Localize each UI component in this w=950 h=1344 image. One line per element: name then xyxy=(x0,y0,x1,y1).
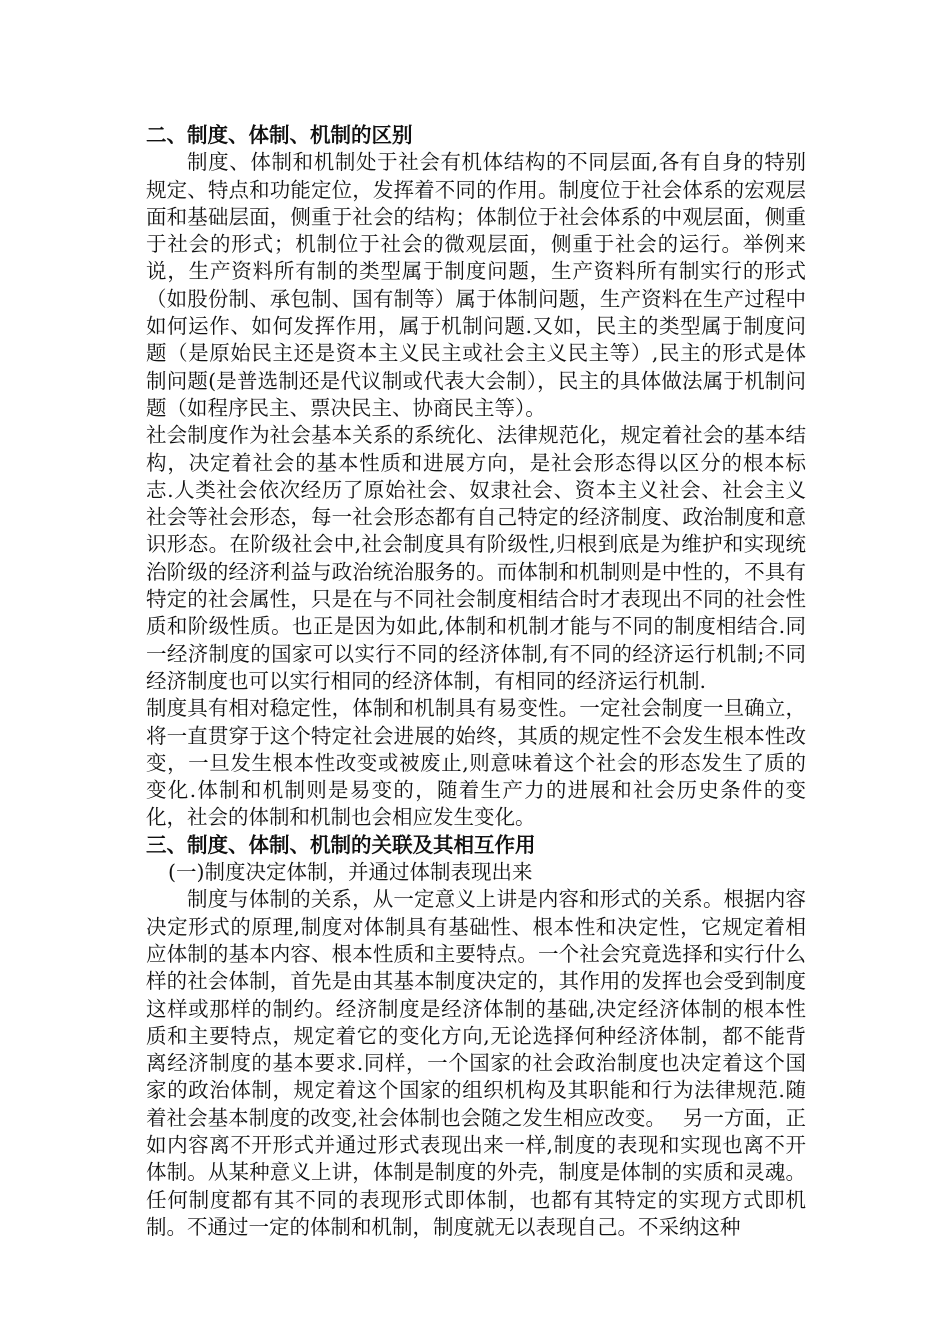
paragraph-content-form: 制度与体制的关系，从一定意义上讲是内容和形式的关系。根据内容决定形式的原理,制度对体制具有基础性、根本性和决定性，它规定着相应体制的基本内容、根本性质和主要特点。一个社会究竟选择和实行什么样的社会体制，首先是由其基本制度决定的，其作用的发挥也会受到制度这样或那样的制约。经济制度是经济体制的基础,决定经济体制的根本性质和主要特点，规定着它的变化方向,无论选择何种经济体制，都不能背离经济制度的基本要求.同样，一个国家的社会政治制度也决定着这个国家的政治体制，规定着这个国家的组织机构及其职能和行为法律规范.随着社会基本制度的改变,社会体制也会随之发生相应改变。 另一方面，正如内容离不开形式并通过形式表现出来一样,制度的表现和实现也离不开体制。从某种意义上讲，体制是制度的外壳，制度是体制的实质和灵魂。任何制度都有其不同的表现形式即体制，也都有其特定的实现方式即机制。不通过一定的体制和机制，制度就无以表现自己。不采纳这种 xyxy=(146,887,806,1239)
document-body xyxy=(146,122,806,1241)
paragraph-social-system: 社会制度作为社会基本关系的系统化、法律规范化，规定着社会的基本结构，决定着社会的基本性质和进展方向，是社会形态得以区分的根本标志.人类社会依次经历了原始社会、奴隶社会、资本主义社会、社会主义社会等社会形态，每一社会形态都有自己特定的经济制度、政治制度和意识形态。在阶级社会中,社会制度具有阶级性,归根到底是为维护和实现统治阶级的经济利益与政治统治服务的。而体制和机制则是中性的，不具有特定的社会属性，只是在与不同社会制度相结合时才表现出不同的社会性质和阶级性质。也正是因为如此,体制和机制才能与不同的制度相结合.同一经济制度的国家可以实行不同的经济体制,有不同的经济运行机制;不同经济制度也可以实行相同的经济体制，有相同的经济运行机制. xyxy=(146,423,806,693)
paragraph-levels: 制度、体制和机制处于社会有机体结构的不同层面,各有自身的特别规定、特点和功能定位，发挥着不同的作用。制度位于社会体系的宏观层面和基础层面，侧重于社会的结构；体制位于社会体系的中观层面，侧重于社会的形式；机制位于社会的微观层面，侧重于社会的运行。举例来说，生产资料所有制的类型属于制度问题，生产资料所有制实行的形式（如股份制、承包制、国有制等）属于体制问题，生产资料在生产过程中如何运作、如何发挥作用，属于机制问题.又如，民主的类型属于制度问题（是原始民主还是资本主义民主或社会主义民主等）,民主的形式是体制问题(是普选制还是代议制或代表大会制），民主的具体做法属于机制问题（如程序民主、票决民主、协商民主等）。 xyxy=(146,150,806,420)
section-heading-differences: 二、制度、体制、机制的区别 xyxy=(146,123,413,147)
subsection-heading: (一)制度决定体制，并通过体制表现出来 xyxy=(168,860,533,885)
section-heading-relations: 三、制度、体制、机制的关联及其相互作用 xyxy=(146,832,536,857)
paragraph-stability: 制度具有相对稳定性，体制和机制具有易变性。一定社会制度一旦确立，将一直贯穿于这个特定社会进展的始终，其质的规定性不会发生根本性改变，一旦发生根本性改变或被废止,则意味着这个社会的形态发生了质的变化.体制和机制则是易变的，随着生产力的进展和社会历史条件的变化，社会的体制和机制也会相应发生变化。 xyxy=(146,696,806,830)
